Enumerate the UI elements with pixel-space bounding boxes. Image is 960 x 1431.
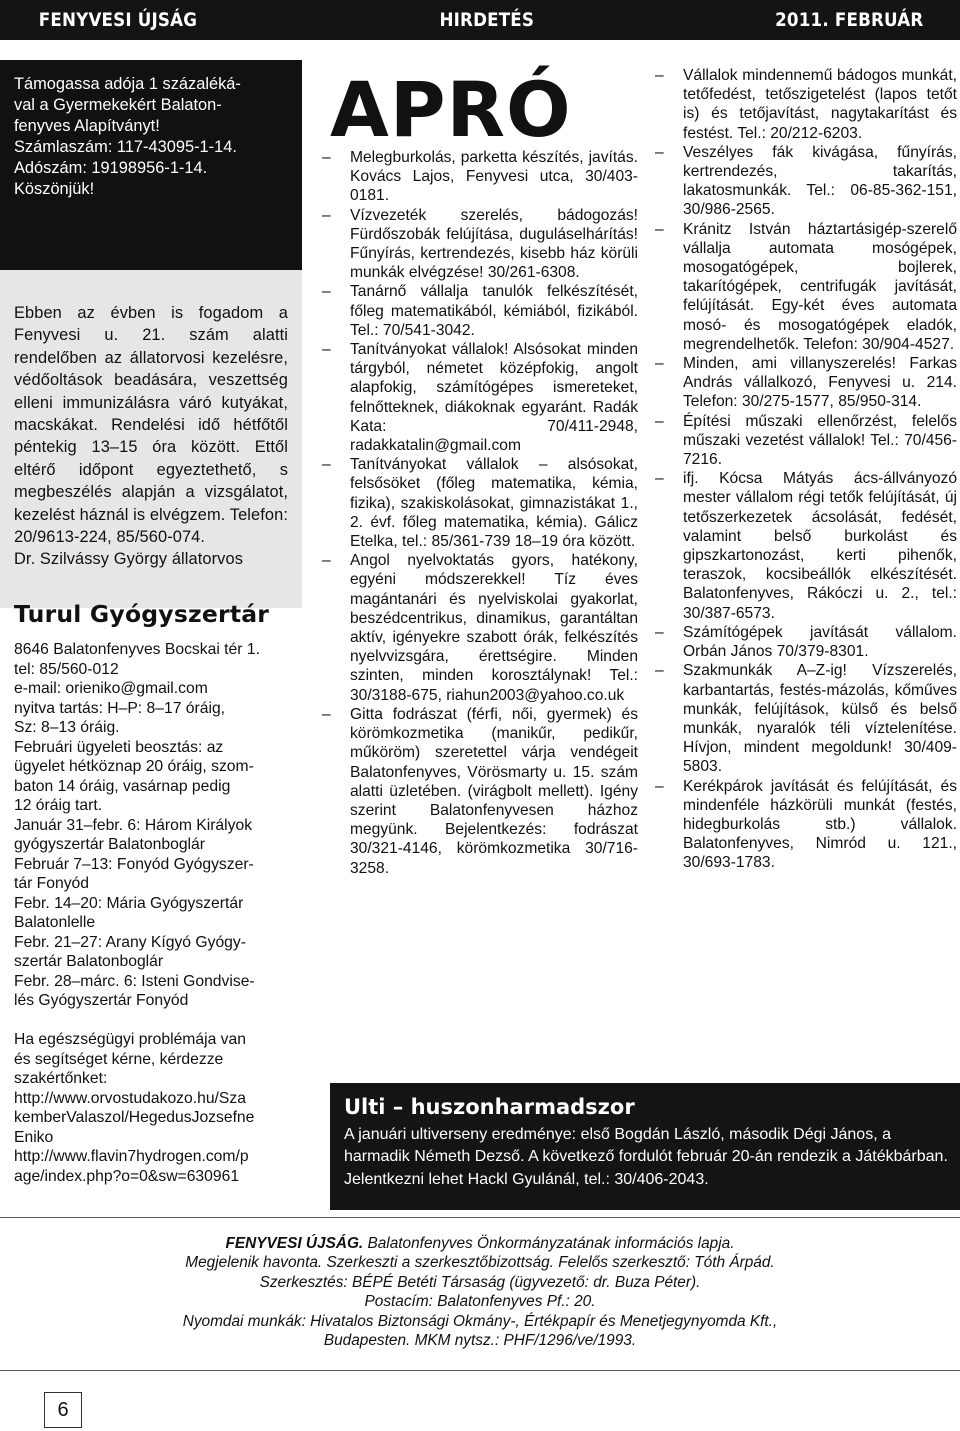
ad-text: Vízvezeték szerelés, bádogozás! Fürdőszobák felújítása, duguláselhárítás! Fűnyírás, kertrendezés, kisebb ház körüli munkák elvégzése! 30/261-6308. bbox=[350, 206, 638, 282]
pharmacy-block bbox=[14, 600, 294, 1186]
pharmacy-line: tel: 85/560-012 bbox=[14, 660, 119, 678]
imprint bbox=[0, 1234, 960, 1350]
apro-title: APRÓ bbox=[330, 65, 572, 154]
classified-ad bbox=[655, 623, 957, 661]
pharmacy-line: age/index.php?o=0&sw=630961 bbox=[14, 1167, 240, 1185]
ad-text: Számítógépek javítását vállalom. Orbán János 70/379-8301. bbox=[683, 623, 957, 661]
support-line: fenyves Alapítványt! bbox=[14, 117, 160, 135]
pharmacy-line: tár Fonyód bbox=[14, 875, 89, 892]
ad-dash: – bbox=[322, 206, 331, 224]
imprint-name: FENYVESI ÚJSÁG. bbox=[225, 1235, 364, 1252]
classified-ad bbox=[322, 551, 638, 705]
pharmacy-line: ügyelet hétköznap 20 óráig, szom- bbox=[14, 758, 254, 775]
pharmacy-line: Január 31–febr. 6: Három Királyok bbox=[14, 816, 253, 834]
classified-ad bbox=[322, 206, 638, 283]
classified-ad bbox=[322, 340, 638, 455]
ad-dash: – bbox=[322, 552, 331, 570]
classified-ad bbox=[322, 282, 638, 340]
pharmacy-line: szertár Balatonboglár bbox=[14, 953, 164, 970]
pharmacy-line: Ha egészségügyi problémája van bbox=[14, 1031, 246, 1048]
ad-dash: – bbox=[655, 623, 664, 641]
pharmacy-line: Febr. 21–27: Arany Kígyó Gyógy- bbox=[14, 933, 246, 951]
ad-dash: – bbox=[655, 412, 664, 430]
divider bbox=[0, 1370, 960, 1371]
ulti-title: Ulti – huszonharmadszor bbox=[344, 1095, 635, 1119]
classified-ad bbox=[655, 143, 957, 220]
vet-notice bbox=[0, 250, 302, 608]
ad-dash: – bbox=[322, 283, 331, 301]
ad-dash: – bbox=[655, 220, 664, 238]
pharmacy-line: kemberValaszol/HegedusJozsefne bbox=[14, 1109, 255, 1126]
classified-ad bbox=[322, 148, 638, 206]
pharmacy-line: nyitva tartás: H–P: 8–17 óráig, bbox=[14, 699, 226, 717]
pharmacy-line: baton 14 óráig, vasárnap pedig bbox=[14, 777, 231, 795]
pharmacy-line: e-mail: orieniko@gmail.com bbox=[14, 680, 208, 697]
ad-text: Kránitz István háztartásigép-szerelő vállalja automata mosógépek, mosogatógépek, bojlerek, takarítógépek, centrifugák javítását, felújítását. Egy-két éves automata mosó- és mosogatógépek eladók, megrendelhetők. Telefon: 30/904-4527. bbox=[683, 220, 957, 353]
page-header bbox=[0, 0, 960, 40]
imprint-line: Postacím: Balatonfenyves Pf.: 20. bbox=[364, 1293, 596, 1311]
pharmacy-line: szakértőnket: bbox=[14, 1070, 108, 1087]
ad-text: Vállalok mindennemű bádogos munkát, tetőfedést, tetőszigetelést (lapos tetőt is) és tetőjavítást, nagytakarítást és festést. Tel.: 20/212-6203. bbox=[683, 67, 957, 142]
pharmacy-line: gyógyszertár Balatonboglár bbox=[14, 836, 205, 853]
ad-text: Tanítványokat vállalok – alsósokat, felsősöket (főleg matematika, kémia, fizika), szakiskolásokat, gimnazistákat 1., 2. évf. főleg matematika, kémia). Gálicz Etelka, tel.: 85/361-739 18–19 óra között. bbox=[350, 456, 638, 551]
imprint-line: Nyomdai munkák: Hivatalos Biztonsági Okmány-, Értékpapír és Menetjegynyomda Kft., bbox=[182, 1312, 778, 1330]
ad-dash: – bbox=[655, 143, 664, 161]
pharmacy-line: és segítséget kérne, kérdezze bbox=[14, 1050, 224, 1068]
pharmacy-line: http://www.orvostudakozo.hu/Sza bbox=[14, 1089, 246, 1107]
page-number: 6 bbox=[44, 1392, 82, 1428]
classified-ad bbox=[322, 455, 638, 551]
ad-text: Építési műszaki ellenőrzést, felelős műszaki vezetést vállalok! Tel.: 70/456-7216. bbox=[683, 412, 957, 469]
ad-text: Minden, ami villanyszerelés! Farkas András vállalkozó, Fenyvesi u. 214. Telefon: 30/275-1577, 85/950-314. bbox=[683, 355, 957, 411]
header-date: 2011. FEBRUÁR bbox=[775, 9, 924, 31]
imprint-line: Szerkesztés: BÉPÉ Betéti Társaság (ügyvezető: dr. Buza Péter). bbox=[259, 1273, 701, 1291]
ad-text: Tanárnő vállalja tanulók felkészítését, főleg matematikából, kémiából, fizikából. Tel.: 70/541-3042. bbox=[350, 283, 638, 339]
ad-dash: – bbox=[322, 705, 331, 723]
classified-ad bbox=[655, 661, 957, 776]
ulti-text: A januári ultiverseny eredménye: első Bogdán László, második Dégi János, a harmadik Németh Dezső. A következő fordulót február 20-án rendezik a Játékbárban. Jelentkezni lehet Hackl Gyulánál, tel.: 30/406-2043. bbox=[344, 1126, 948, 1188]
pharmacy-line: Febr. 28–márc. 6: Isteni Gondvise- bbox=[14, 972, 255, 990]
pharmacy-line: Sz: 8–13 óráig. bbox=[14, 719, 120, 736]
classified-ad bbox=[655, 412, 957, 470]
ad-text: Melegburkolás, parketta készítés, javítás. Kovács Lajos, Fenyvesi utca, 30/403-0181. bbox=[350, 149, 638, 205]
pharmacy-line: Febr. 14–20: Mária Gyógyszertár bbox=[14, 894, 244, 912]
pharmacy-line: Balatonlelle bbox=[14, 914, 96, 931]
classified-ad bbox=[655, 220, 957, 354]
classified-ad bbox=[655, 66, 957, 143]
imprint-line: Budapesten. MKM nytsz.: PHF/1296/ve/1993. bbox=[323, 1332, 637, 1350]
pharmacy-line: lés Gyógyszertár Fonyód bbox=[14, 992, 189, 1009]
vet-notice-text: Ebben az évben is fogadom a Fenyvesi u. 21. szám alatti rendelőben az állatorvosi kezelésre, védőoltások beadására, veszettség elleni immunizálásra váró kutyákat, macskákat. Rendelési idő hétfőtől péntekig 13–15 óra között. Ettől eltérő időpont egyeztethető, s megbeszélés alapján a vizsgálatot, kezelést háznál is elvégzem. Telefon: 20/9613-224, 85/560-074. bbox=[14, 304, 288, 547]
ulti-box bbox=[330, 1083, 960, 1210]
header-publication: FENYVESI ÚJSÁG bbox=[38, 9, 198, 31]
pharmacy-title: Turul Gyógyszertár bbox=[14, 600, 270, 628]
ad-dash: – bbox=[322, 456, 331, 474]
ad-text: ifj. Kócsa Mátyás ács-állványozó mester vállalom régi tetők felújítását, új tetőszerkezetek ácsolását, fedését, valamint belső burkolást és gipszkartonozást, kerti pihenők, teraszok, kocsibeállók elkészítését. Balatonfenyves, Rákóczi u. 2., tel.: 30/387-6573. bbox=[683, 470, 957, 622]
ad-text: Szakmunkák A–Z-ig! Vízszerelés, karbantartás, festés-mázolás, kőműves munkák, felújítások, külső és belső munkák, nyaralók téli víztelenítése. Hívjon, mindent megoldunk! 30/409-5803. bbox=[683, 662, 957, 776]
pharmacy-line bbox=[14, 1011, 294, 1031]
classified-ad bbox=[655, 777, 957, 873]
classified-ad bbox=[655, 354, 957, 412]
ad-dash: – bbox=[322, 149, 331, 166]
support-line: Támogassa adója 1 százaléká- bbox=[14, 75, 241, 93]
pharmacy-line: 8646 Balatonfenyves Bocskai tér 1. bbox=[14, 641, 260, 658]
pharmacy-line: Eniko bbox=[14, 1128, 54, 1146]
vet-notice-signature: Dr. Szilvássy György állatorvos bbox=[14, 550, 243, 569]
divider bbox=[0, 1217, 960, 1218]
support-line: Adószám: 19198956-1-14. bbox=[14, 159, 208, 177]
imprint-line: Megjelenik havonta. Szerkeszti a szerkesztőbizottság. Felelős szerkesztő: Tóth Árpád. bbox=[185, 1254, 775, 1272]
header-section: HIRDETÉS bbox=[439, 9, 535, 31]
pharmacy-line: Februári ügyeleti beosztás: az bbox=[14, 738, 224, 756]
classified-ad bbox=[655, 469, 957, 623]
ad-text: Gitta fodrászat (férfi, női, gyermek) és körömkozmetika (manikűr, pedikűr, műköröm) szeretettel várja vendégeit Balatonfenyves, Vörösmarty u. 15. szám alatti üzletében. (virágbolt mellett). Igény szerint Balatonfenyvesen házhoz megyünk. Bejelentkezés: fodrászat 30/321-4146, körömkozmetika 30/716-3258. bbox=[350, 705, 638, 877]
ad-dash: – bbox=[655, 67, 664, 84]
ad-dash: – bbox=[655, 470, 664, 488]
ads-column-right bbox=[655, 66, 957, 873]
ad-dash: – bbox=[655, 355, 664, 373]
ad-dash: – bbox=[322, 341, 331, 359]
pharmacy-line: Február 7–13: Fonyód Gyógyszer- bbox=[14, 855, 254, 873]
support-line: Számlaszám: 117-43095-1-14. bbox=[14, 138, 237, 156]
pharmacy-line: http://www.flavin7hydrogen.com/p bbox=[14, 1148, 249, 1165]
ad-text: Veszélyes fák kivágása, fűnyírás, kertrendezés, takarítás, lakatosmunkák. Tel.: 06-85-362-151, 30/986-2565. bbox=[683, 143, 957, 219]
imprint-line1: Balatonfenyves Önkormányzatának információs lapja. bbox=[363, 1235, 735, 1252]
left-column bbox=[0, 40, 302, 1217]
ads-column-middle bbox=[322, 148, 638, 878]
ad-text: Kerékpárok javítását és felújítását, és mindenféle házkörüli munkát (festés, hidegburkolás stb.) vállalok. Balatonfenyves, Nimród u. 121., 30/693-1783. bbox=[683, 777, 957, 872]
ad-dash: – bbox=[655, 777, 664, 795]
ad-text: Angol nyelvoktatás gyors, hatékony, egyéni módszerekkel! Tíz éves magántanári és nyelviskolai gyakorlat, beszédcentrikus, dinamikus, garantáltan aktív, igényekre szabott órák, felkészítés nyelvvizsgára, érettségire. Minden szinten, minden korosztálynak! Tel.: 30/3188-675, riahun2003@yahoo.co.uk bbox=[350, 552, 638, 704]
classified-ad bbox=[322, 705, 638, 878]
support-line: val a Gyermekekért Balaton- bbox=[14, 96, 222, 114]
support-line: Köszönjük! bbox=[14, 180, 95, 198]
support-box bbox=[0, 60, 302, 270]
imprint-line bbox=[0, 1234, 960, 1253]
pharmacy-lines bbox=[14, 640, 294, 1186]
pharmacy-line: 12 óráig tart. bbox=[14, 797, 103, 814]
ad-dash: – bbox=[655, 662, 664, 680]
ad-text: Tanítványokat vállalok! Alsósokat minden tárgyból, németet középfokig, angolt alapfokig, számítógépes ismereteket, felnőtteknek, diákoknak egyaránt. Radák Kata: 70/411-2948, radakkatalin@gmail.com bbox=[350, 341, 638, 455]
